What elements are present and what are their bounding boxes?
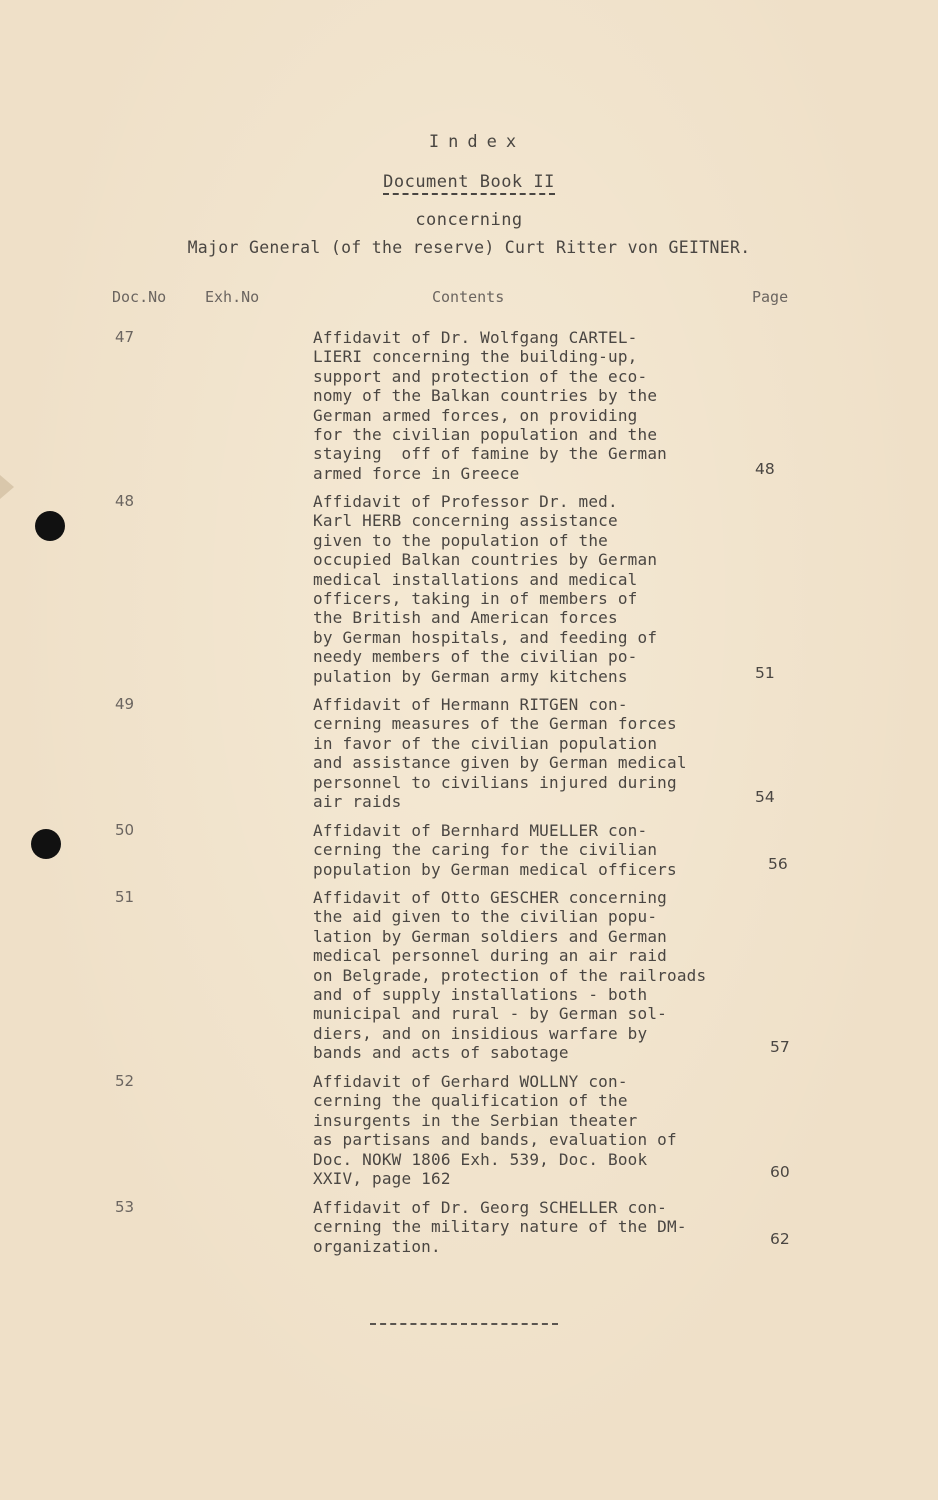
entry-contents: Affidavit of Otto GESCHER concerning the aid given to the civilian popu- lation by German soldiers and German medical personnel during an air raid on Belgrade, protection of the railroads and of supply installations - both municipal and rural - by German sol- diers, and on insidious warfare by bands and acts of sabotage (313, 888, 707, 1063)
entry-contents: Affidavit of Professor Dr. med. Karl HERB concerning assistance given to the population of the occupied Balkan countries by German medical installations and medical officers, taking in of members of the British and American forces by German hospitals, and feeding of needy members of the civilian po- pulation by German army kitchens (313, 492, 658, 686)
document-book-label: Document Book II (383, 172, 555, 195)
entry-contents: Affidavit of Dr. Georg SCHELLER con- cerning the military nature of the DM- organization. (313, 1198, 687, 1256)
entry-doc-no: 48 (115, 492, 135, 510)
entry-page: 54 (755, 788, 775, 806)
entry-doc-no: 47 (115, 328, 135, 346)
entry-doc-no: 49 (115, 695, 135, 713)
entry-page: 60 (770, 1163, 790, 1181)
entry-page: 57 (770, 1038, 790, 1056)
entry-contents: Affidavit of Bernhard MUELLER con- cerning the caring for the civilian population by German medical officers (313, 821, 677, 879)
entry-doc-no: 50 (115, 821, 135, 839)
end-rule (370, 1323, 558, 1325)
column-header-doc-no: Doc.No (112, 288, 167, 306)
document-book-title (0, 172, 938, 192)
punch-hole (35, 511, 65, 541)
entry-contents: Affidavit of Gerhard WOLLNY con- cerning the qualification of the insurgents in the Serbian theater as partisans and bands, evaluation of Doc. NOKW 1806 Exh. 539, Doc. Book XXIV, page 162 (313, 1072, 677, 1189)
entry-page: 51 (755, 664, 775, 682)
concerning-label: concerning (415, 210, 523, 230)
entry-page: 62 (770, 1230, 790, 1248)
page-edge-tear (0, 475, 14, 499)
entry-contents: Affidavit of Dr. Wolfgang CARTEL- LIERI concerning the building-up, support and protection of the eco- nomy of the Balkan countries by the German armed forces, on providing for the civilian population and the staying off of famine by the German armed force in Greece (313, 328, 667, 483)
entry-doc-no: 51 (115, 888, 135, 906)
column-header-page: Page (752, 288, 789, 306)
entry-doc-no: 53 (115, 1198, 135, 1216)
entry-page: 48 (755, 460, 775, 478)
index-title: Index (428, 132, 526, 152)
subject-person: Major General (of the reserve) Curt Ritter von GEITNER. (187, 238, 751, 257)
punch-hole (31, 829, 61, 859)
entry-doc-no: 52 (115, 1072, 135, 1090)
column-header-contents: Contents (432, 288, 505, 306)
entry-page: 56 (768, 855, 788, 873)
entry-contents: Affidavit of Hermann RITGEN con- cerning measures of the German forces in favor of the civilian population and assistance given by German medical personnel to civilians injured during air raids (313, 695, 687, 812)
column-header-exh-no: Exh.No (205, 288, 260, 306)
